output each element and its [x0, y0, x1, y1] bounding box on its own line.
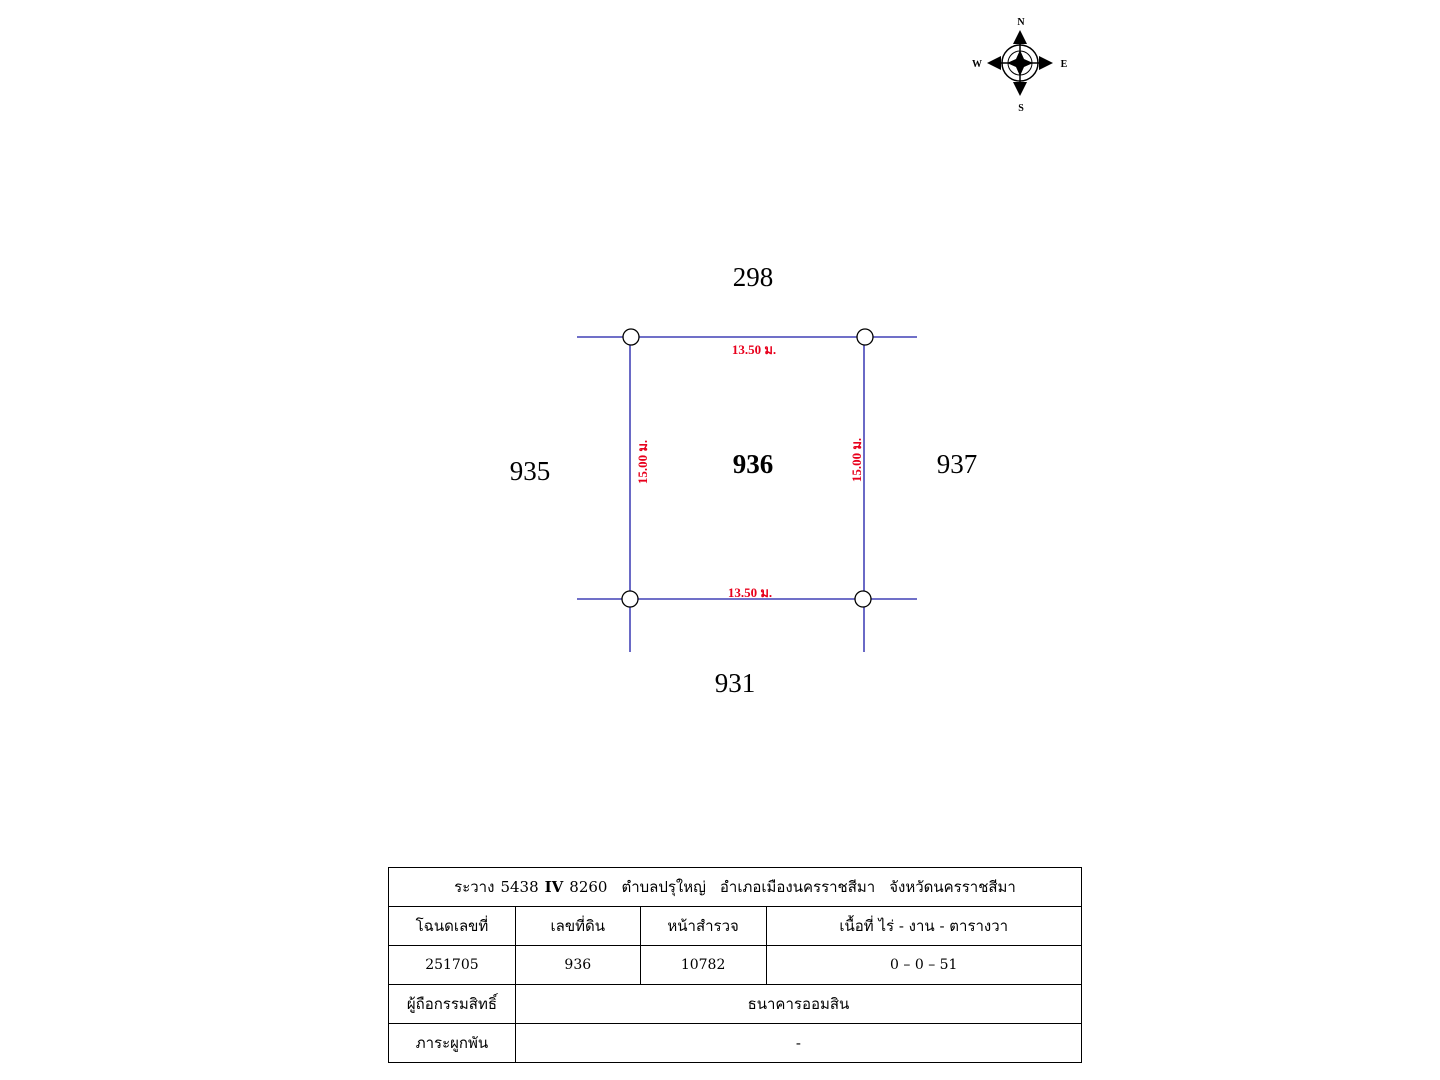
main-parcel-number: 936	[732, 449, 774, 479]
dimension-east: 15.00 ม.	[849, 437, 864, 483]
map-sheet-number: 5438	[500, 878, 539, 896]
map-sheet-location	[389, 868, 1082, 907]
neighbor-parcel-north: 298	[732, 262, 774, 292]
compass-south-label: S	[1018, 103, 1024, 114]
subdistrict: ตำบลปรุใหญ่	[621, 878, 706, 896]
encumbrance-value: -	[515, 1024, 1081, 1063]
owner-label: ผู้ถือกรรมสิทธิ์	[389, 985, 516, 1024]
compass-rose-icon	[987, 30, 1053, 96]
corner-marker-ne	[857, 329, 873, 345]
district: อำเภอเมืองนครราชสีมา	[719, 878, 876, 896]
table-value-row	[389, 946, 1082, 985]
column-header-survey-page: หน้าสำรวจ	[640, 907, 766, 946]
table-owner-row	[389, 985, 1082, 1024]
map-sheet-sub: 8260	[569, 878, 608, 896]
map-sheet-code: IV	[544, 878, 564, 896]
column-header-area: เนื้อที่ ไร่ - งาน - ตารางวา	[766, 907, 1081, 946]
corner-marker-sw	[622, 591, 638, 607]
neighbor-parcel-west: 935	[509, 456, 551, 486]
survey-page-value: 10782	[640, 946, 766, 985]
column-header-deed-no: โฉนดเลขที่	[389, 907, 516, 946]
corner-marker-nw	[623, 329, 639, 345]
area-value: 0 – 0 – 51	[766, 946, 1081, 985]
dimension-north: 13.50 ม.	[731, 342, 777, 357]
compass-east-label: E	[1060, 59, 1068, 70]
compass-west-label: W	[972, 59, 982, 70]
column-header-land-no: เลขที่ดิน	[515, 907, 640, 946]
corner-marker-se	[855, 591, 871, 607]
parcel-info-table	[388, 867, 1082, 1063]
neighbor-parcel-south: 931	[714, 668, 756, 698]
deed-number-value: 251705	[389, 946, 516, 985]
table-header-row	[389, 868, 1082, 907]
table-column-header-row	[389, 907, 1082, 946]
neighbor-parcel-east: 937	[936, 449, 978, 479]
owner-value: ธนาคารออมสิน	[515, 985, 1081, 1024]
compass-north-label: N	[1017, 17, 1025, 28]
province: จังหวัดนครราชสีมา	[889, 878, 1016, 896]
map-sheet-prefix: ระวาง	[454, 878, 495, 896]
dimension-west: 15.00 ม.	[635, 439, 650, 485]
dimension-south: 13.50 ม.	[727, 585, 773, 600]
land-number-value: 936	[515, 946, 640, 985]
table-encumbrance-row	[389, 1024, 1082, 1063]
encumbrance-label: ภาระผูกพัน	[389, 1024, 516, 1063]
